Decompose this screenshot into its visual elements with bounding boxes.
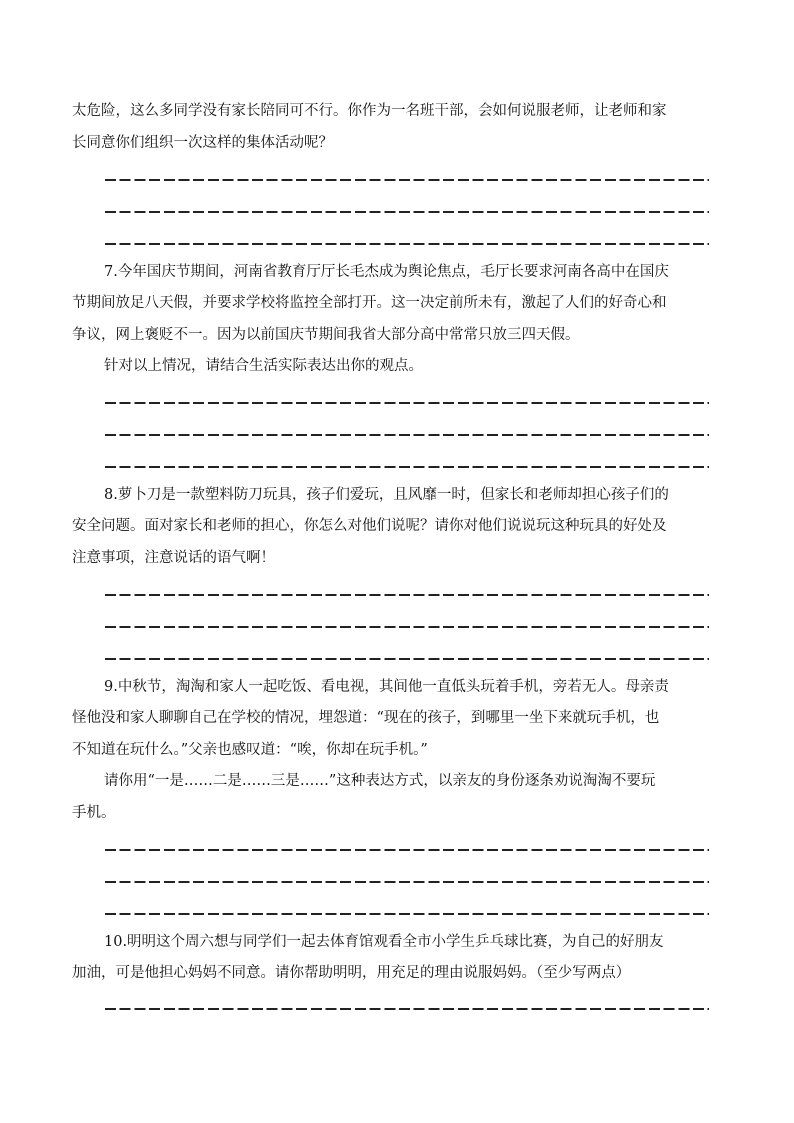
answer-line-q8-1[interactable] bbox=[105, 594, 709, 596]
q7-prompt: 针对以上情况，请结合生活实际表达出你的观点。 bbox=[104, 358, 423, 374]
answer-line-q8-3[interactable] bbox=[105, 658, 709, 660]
q9-text-line-3: 不知道在玩什么。”父亲也感叹道：“唉，你却在玩手机。” bbox=[72, 742, 428, 758]
q7-text-line-1: 7.今年国庆节期间，河南省教育厅厅长毛杰成为舆论焦点，毛厅长要求河南各高中在国庆 bbox=[104, 264, 669, 280]
answer-line-q8-2[interactable] bbox=[105, 626, 709, 628]
q7-text-line-3: 争议，网上褒贬不一。因为以前国庆节期间我省大部分高中常常只放三四天假。 bbox=[72, 327, 580, 343]
q10-text-line-1: 10.明明这个周六想与同学们一起去体育馆观看全市小学生乒乓球比赛，为自己的好朋友 bbox=[104, 934, 664, 950]
q6-text-line-1: 太危险，这么多同学没有家长陪同可不行。你作为一名班干部，会如何说服老师，让老师和家 bbox=[72, 103, 667, 119]
q9-prompt-line-1: 请你用“一是……二是……三是……”这种表达方式，以亲友的身份逐条劝说淘淘不要玩 bbox=[104, 773, 656, 789]
q9-text-line-1: 9.中秋节，淘淘和家人一起吃饭、看电视，其间他一直低头玩着手机，旁若无人。母亲责 bbox=[104, 679, 669, 695]
answer-line-q9-1[interactable] bbox=[105, 849, 709, 851]
answer-line-q7-1[interactable] bbox=[105, 402, 709, 404]
answer-line-q6-2[interactable] bbox=[105, 211, 709, 213]
q6-text-line-2: 长同意你们组织一次这样的集体活动呢？ bbox=[72, 135, 333, 151]
answer-line-q6-1[interactable] bbox=[105, 179, 709, 181]
q8-text-line-3: 注意事项，注意说话的语气啊！ bbox=[72, 550, 275, 566]
answer-line-q9-3[interactable] bbox=[105, 913, 709, 915]
q10-text-line-2: 加油，可是他担心妈妈不同意。请你帮助明明，用充足的理由说服妈妈。（至少写两点） bbox=[72, 965, 631, 981]
answer-line-q7-2[interactable] bbox=[105, 434, 709, 436]
answer-line-q10-1[interactable] bbox=[105, 1008, 709, 1010]
answer-line-q9-2[interactable] bbox=[105, 881, 709, 883]
answer-line-q7-3[interactable] bbox=[105, 466, 709, 468]
q9-text-line-2: 怪他没和家人聊聊自己在学校的情况，埋怨道：“现在的孩子，到哪里一坐下来就玩手机，也 bbox=[72, 710, 660, 726]
answer-line-q6-3[interactable] bbox=[105, 243, 709, 245]
q8-text-line-2: 安全问题。面对家长和老师的担心，你怎么对他们说呢？请你对他们说说玩这种玩具的好处及 bbox=[72, 518, 667, 534]
q7-text-line-2: 节期间放足八天假，并要求学校将监控全部打开。这一决定前所未有，激起了人们的好奇心和 bbox=[72, 295, 667, 311]
q9-prompt-line-2: 手机。 bbox=[72, 805, 116, 821]
q8-text-line-1: 8.萝卜刀是一款塑料防刀玩具，孩子们爱玩，且风靡一时，但家长和老师却担心孩子们的 bbox=[104, 487, 669, 503]
